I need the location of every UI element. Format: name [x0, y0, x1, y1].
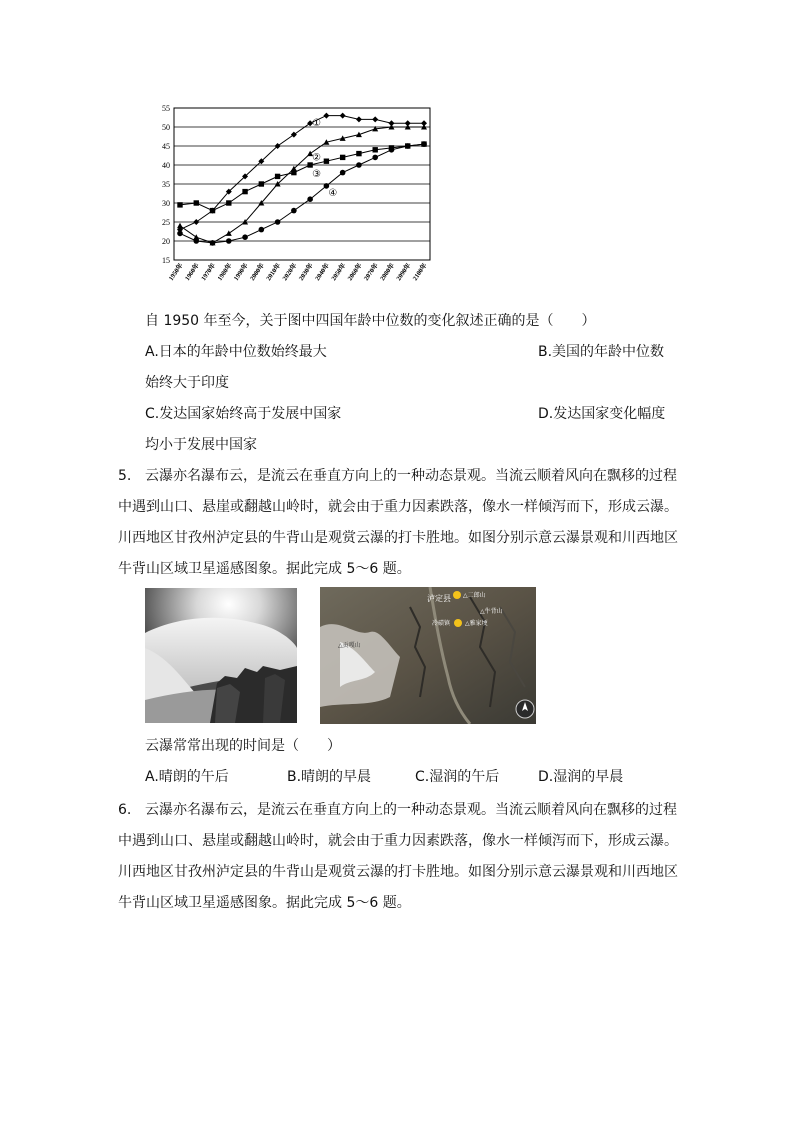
x-tick-label: 2100年 — [411, 262, 429, 283]
series-label: ④ — [328, 187, 338, 199]
data-point-square — [177, 202, 182, 207]
data-point-diamond — [291, 132, 297, 138]
y-tick-label: 40 — [162, 161, 170, 170]
q5-passage-line-3: 川西地区甘孜州泸定县的牛背山是观赏云瀑的打卡胜地。如图分别示意云瀑景观和川西地区 — [118, 530, 678, 546]
series-line — [180, 127, 424, 243]
data-point-diamond — [340, 113, 346, 119]
q4-option-c: C.发达国家始终高于发展中国家 — [145, 406, 342, 422]
q6-number: 6. — [118, 802, 132, 818]
y-tick-label: 20 — [162, 237, 170, 246]
q4-option-d: D.发达国家变化幅度 — [538, 406, 666, 422]
q4-option-b-continued: 始终大于印度 — [145, 375, 229, 391]
data-point-square — [210, 208, 215, 213]
y-tick-label: 30 — [162, 199, 170, 208]
data-point-circle — [421, 141, 427, 147]
y-tick-label: 15 — [162, 256, 170, 265]
data-point-triangle — [177, 223, 183, 229]
x-tick-label: 1960年 — [183, 262, 201, 283]
x-tick-label: 1980年 — [216, 262, 234, 283]
data-point-circle — [275, 219, 281, 225]
x-tick-label: 2020年 — [281, 262, 299, 283]
x-tick-label: 1950年 — [167, 262, 185, 283]
data-point-circle — [340, 170, 346, 176]
q6-passage-line-3: 川西地区甘孜州泸定县的牛背山是观赏云瀑的打卡胜地。如图分别示意云瀑景观和川西地区 — [118, 864, 678, 880]
data-point-square — [291, 170, 296, 175]
data-point-circle — [372, 155, 378, 161]
x-tick-label: 2060年 — [346, 262, 364, 283]
data-point-circle — [307, 196, 313, 202]
y-tick-label: 50 — [162, 123, 170, 132]
q5-passage-line-1: 云瀑亦名瀑布云，是流云在垂直方向上的一种动态景观。当流云顺着风向在飘移的过程 — [145, 468, 677, 484]
x-tick-label: 2070年 — [362, 262, 380, 283]
median-age-line-chart — [140, 100, 440, 300]
q5-option-a: A.晴朗的午后 — [145, 769, 229, 785]
data-point-square — [356, 151, 361, 156]
q4-option-d-continued: 均小于发展中国家 — [145, 437, 257, 453]
data-point-square — [324, 159, 329, 164]
data-point-diamond — [193, 219, 199, 225]
data-point-circle — [405, 143, 411, 149]
map-label-lengqi: 冷碛镇 — [432, 620, 451, 627]
q5-option-d: D.湿润的早晨 — [538, 769, 624, 785]
data-point-square — [242, 189, 247, 194]
data-point-circle — [193, 238, 199, 244]
data-point-square — [373, 147, 378, 152]
q4-stem: 自 1950 年至今，关于图中四国年龄中位数的变化叙述正确的是（ ） — [145, 313, 596, 329]
q4-option-b: B.美国的年龄中位数 — [538, 344, 665, 360]
data-point-circle — [291, 208, 297, 214]
q6-passage-line-2: 中遇到山口、悬崖或翻越山岭时，就会由于重力因素跌落，像水一样倾泻而下，形成云瀑。 — [118, 833, 678, 849]
q6-passage-line-1: 云瀑亦名瀑布云，是流云在垂直方向上的一种动态景观。当流云顺着风向在飘移的过程 — [145, 802, 677, 818]
map-label-luding: 泸定县 — [427, 594, 451, 603]
y-tick-label: 35 — [162, 180, 170, 189]
series-label: ② — [312, 152, 322, 164]
x-tick-label: 2090年 — [395, 262, 413, 283]
data-point-circle — [226, 238, 232, 244]
q4-option-a: A.日本的年龄中位数始终最大 — [145, 344, 327, 360]
map-label-yajiageng: △雅家埂 — [465, 620, 488, 627]
series-label: ① — [312, 118, 322, 130]
data-point-circle — [242, 234, 248, 240]
data-point-diamond — [372, 116, 378, 122]
q5-option-b: B.晴朗的早晨 — [287, 769, 372, 785]
data-point-circle — [210, 240, 216, 246]
x-tick-label: 2050年 — [330, 262, 348, 283]
data-point-triangle — [226, 230, 232, 236]
q5-number: 5. — [118, 468, 132, 484]
q6-passage-line-4: 牛背山区域卫星遥感图象。据此完成 5～6 题。 — [118, 895, 411, 911]
data-point-circle — [389, 147, 395, 153]
x-tick-label: 1970年 — [200, 262, 218, 283]
data-point-square — [226, 200, 231, 205]
map-label-erlangshan: △二郎山 — [463, 592, 486, 599]
x-tick-label: 2010年 — [265, 262, 283, 283]
data-point-circle — [259, 227, 265, 233]
data-point-square — [259, 181, 264, 186]
data-point-circle — [177, 231, 183, 237]
map-label-gonggashan: △贡嘎山 — [338, 642, 361, 649]
series-line — [180, 144, 424, 243]
series-label: ③ — [312, 169, 322, 180]
q5-option-c: C.湿润的午后 — [415, 769, 500, 785]
x-tick-label: 1990年 — [232, 262, 250, 283]
y-tick-label: 45 — [162, 142, 170, 151]
q5-question: 云瀑常常出现的时间是（ ） — [145, 738, 341, 754]
q5-passage-line-4: 牛背山区域卫星遥感图象。据此完成 5～6 题。 — [118, 561, 411, 577]
map-label-niubeishan: △牛背山 — [480, 608, 503, 615]
series-line — [180, 144, 424, 211]
data-point-square — [194, 200, 199, 205]
data-point-square — [340, 155, 345, 160]
data-point-diamond — [323, 113, 329, 119]
x-tick-label: 2040年 — [314, 262, 332, 283]
cloud-waterfall-photo — [145, 588, 297, 723]
x-tick-label: 2080年 — [379, 262, 397, 283]
x-tick-label: 2000年 — [249, 262, 266, 283]
data-point-square — [275, 174, 280, 179]
series-line — [180, 116, 424, 230]
data-point-diamond — [356, 116, 362, 122]
q5-passage-line-2: 中遇到山口、悬崖或翻越山岭时，就会由于重力因素跌落，像水一样倾泻而下，形成云瀑。 — [118, 499, 678, 515]
y-tick-label: 25 — [162, 218, 170, 227]
y-tick-label: 55 — [162, 104, 170, 113]
data-point-circle — [356, 162, 362, 168]
x-tick-label: 2030年 — [297, 262, 315, 283]
satellite-map-image — [320, 587, 536, 724]
